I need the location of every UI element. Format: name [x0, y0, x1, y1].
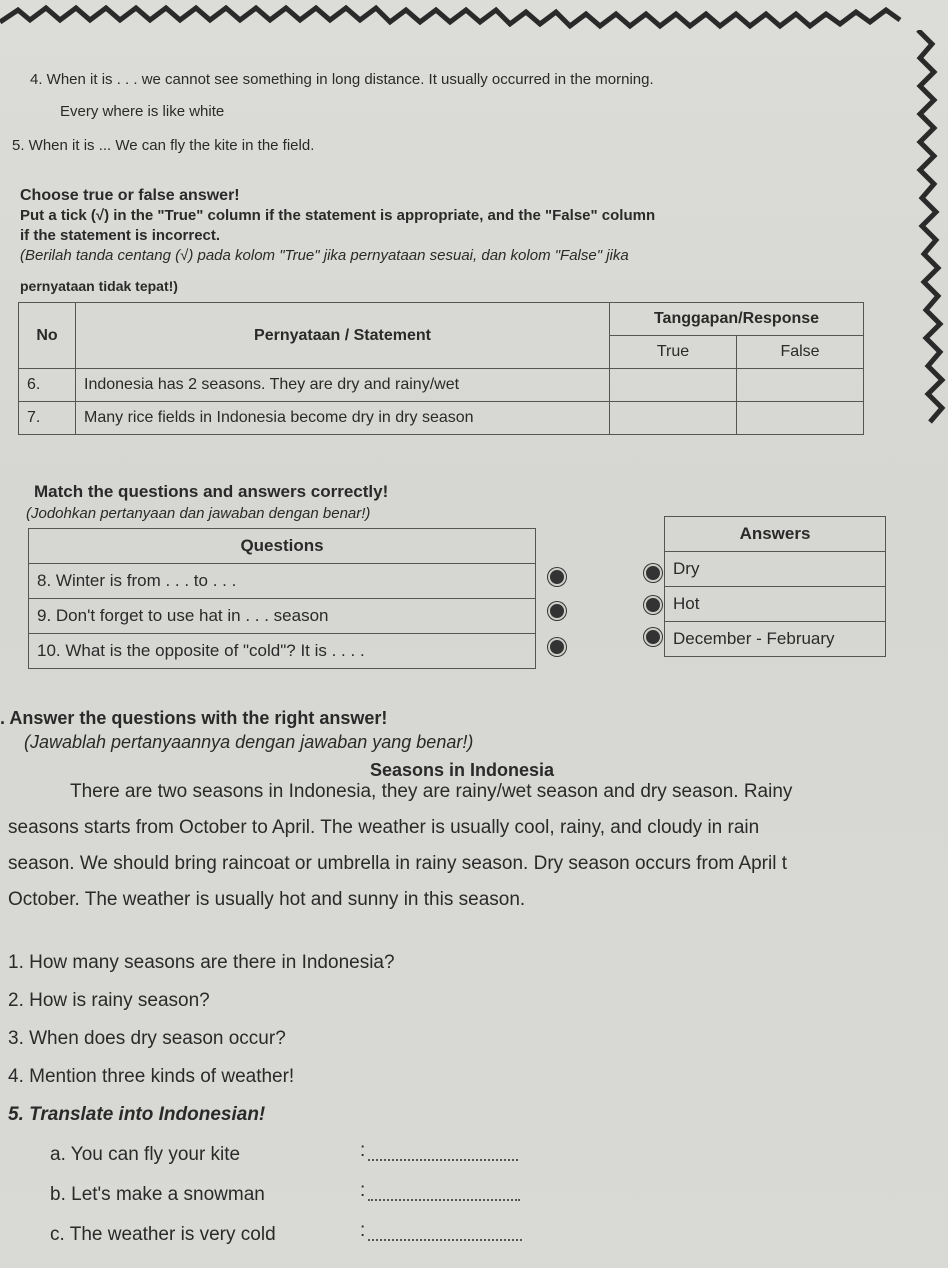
row-no: 7. — [19, 402, 76, 435]
passage-line-4: October. The weather is usually hot and sunny in this season. — [8, 889, 526, 910]
table-row — [29, 564, 536, 599]
answer-hot-connector-dot[interactable] — [644, 596, 662, 614]
answer-hot: Hot — [665, 587, 886, 622]
item-4-line-2: Every where is like white — [60, 103, 225, 120]
question-2: 2. How is rainy season? — [8, 990, 210, 1011]
true-cell[interactable] — [610, 369, 737, 402]
question-4: 4. Mention three kinds of weather! — [8, 1066, 295, 1087]
table-row — [29, 599, 536, 634]
translate-heading: 5. Translate into Indonesian! — [8, 1104, 266, 1125]
col-statement-header: Pernyataan / Statement — [76, 303, 610, 369]
col-true-header: True — [610, 336, 737, 369]
question-8: 8. Winter is from . . . to . . . — [29, 564, 536, 599]
questions-header: Questions — [29, 529, 536, 564]
questions-table — [28, 528, 536, 669]
translate-item-c: c. The weather is very cold — [50, 1224, 276, 1245]
answer-blank-a[interactable] — [368, 1158, 518, 1161]
row-statement: Indonesia has 2 seasons. They are dry and rainy/wet — [76, 369, 610, 402]
answer-december-february-connector-dot[interactable] — [644, 628, 662, 646]
table-row — [665, 622, 886, 657]
row-no: 6. — [19, 369, 76, 402]
translate-colon-a: : — [360, 1140, 366, 1161]
row-statement: Many rice fields in Indonesia become dry in dry season — [76, 402, 610, 435]
question-3: 3. When does dry season occur? — [8, 1028, 286, 1049]
translate-colon-b: : — [360, 1180, 366, 1201]
col-no-header: No — [19, 303, 76, 369]
passage-line-1: There are two seasons in Indonesia, they are rainy/wet season and dry season. Rainy — [70, 781, 793, 802]
question-10: 10. What is the opposite of "cold"? It is . . . . — [29, 634, 536, 669]
zigzag-border-top — [0, 0, 948, 40]
table-row — [19, 402, 864, 435]
passage-line-2: seasons starts from October to April. The weather is usually cool, rainy, and cloudy in rain — [8, 817, 760, 838]
question-9-connector-dot[interactable] — [548, 602, 566, 620]
true-false-heading: Choose true or false answer! — [20, 187, 240, 204]
answers-header: Answers — [665, 517, 886, 552]
matching-subheading: (Jodohkan pertanyaan dan jawaban dengan benar!) — [26, 505, 371, 522]
translate-item-b: b. Let's make a snowman — [50, 1184, 265, 1205]
col-response-header: Tanggapan/Response — [610, 303, 864, 336]
zigzag-border-right — [908, 30, 948, 430]
col-false-header: False — [737, 336, 864, 369]
table-row — [29, 634, 536, 669]
true-false-instruction-2: if the statement is incorrect. — [20, 227, 221, 244]
matching-heading: Match the questions and answers correctly! — [34, 482, 389, 501]
table-row — [665, 552, 886, 587]
translate-item-a: a. You can fly your kite — [50, 1144, 241, 1165]
true-false-table — [18, 302, 864, 435]
answers-table — [664, 516, 886, 657]
question-1: 1. How many seasons are there in Indonesia? — [8, 952, 395, 973]
item-4-line-1: 4. When it is . . . we cannot see something in long distance. It usually occurred in the morning. — [30, 71, 654, 88]
question-10-connector-dot[interactable] — [548, 638, 566, 656]
table-row — [665, 587, 886, 622]
table-row — [19, 369, 864, 402]
answer-dry-connector-dot[interactable] — [644, 564, 662, 582]
answer-dry: Dry — [665, 552, 886, 587]
reading-heading: . Answer the questions with the right answer! — [0, 708, 388, 728]
answer-december-february: December - February — [665, 622, 886, 657]
true-false-instruction-1: Put a tick (√) in the "True" column if the statement is appropriate, and the "False" column — [20, 207, 656, 224]
reading-subheading: (Jawablah pertanyaannya dengan jawaban yang benar!) — [24, 732, 474, 752]
reading-title: Seasons in Indonesia — [370, 760, 555, 780]
question-9: 9. Don't forget to use hat in . . . season — [29, 599, 536, 634]
question-8-connector-dot[interactable] — [548, 568, 566, 586]
true-cell[interactable] — [610, 402, 737, 435]
translate-colon-c: : — [360, 1220, 366, 1241]
answer-blank-c[interactable] — [368, 1238, 522, 1241]
passage-line-3: season. We should bring raincoat or umbrella in rainy season. Dry season occurs from April t — [8, 853, 788, 874]
true-false-instruction-id-1: (Berilah tanda centang (√) pada kolom "True" jika pernyataan sesuai, dan kolom "False" jika — [20, 247, 629, 264]
item-5: 5. When it is ... We can fly the kite in the field. — [12, 137, 315, 154]
false-cell[interactable] — [737, 402, 864, 435]
true-false-instruction-id-2: pernyataan tidak tepat!) — [20, 278, 178, 294]
false-cell[interactable] — [737, 369, 864, 402]
answer-blank-b[interactable] — [368, 1198, 520, 1201]
